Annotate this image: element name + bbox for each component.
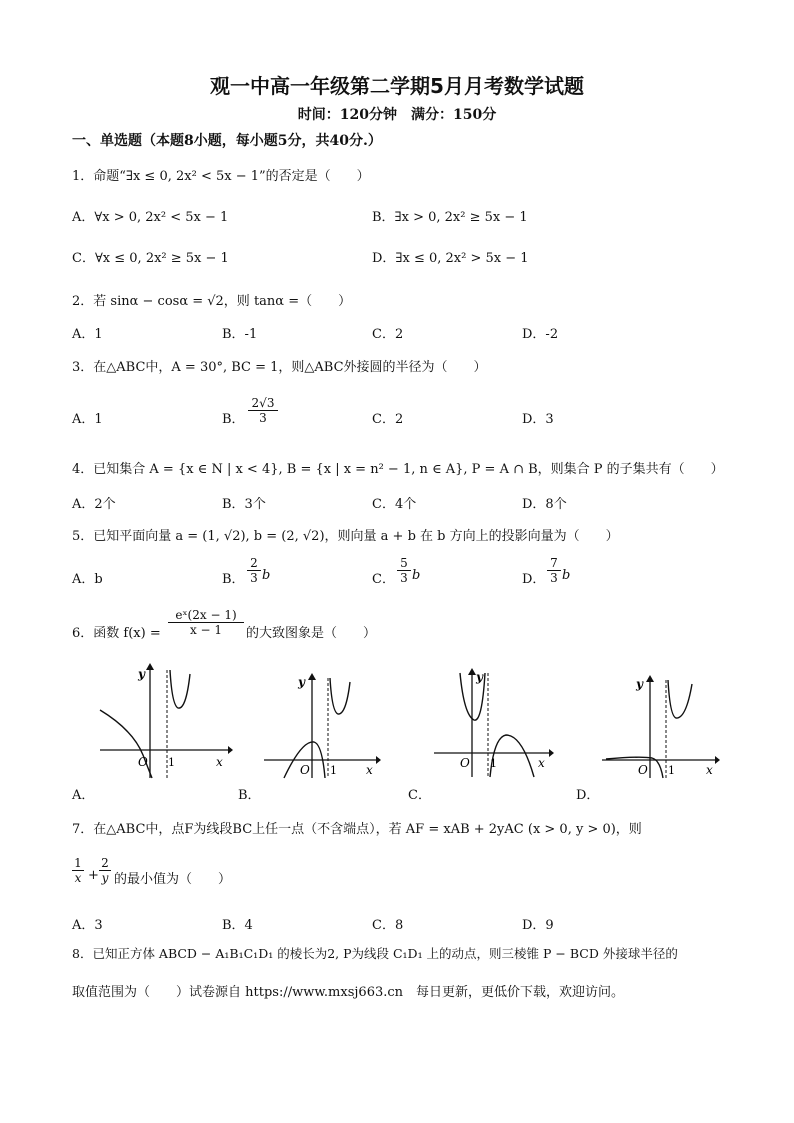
question-1-stem: 1．命题“∃x ≤ 0, 2x² < 5x − 1”的否定是（ ）: [72, 169, 370, 184]
question-5-option-c-var: b: [412, 568, 421, 583]
x-axis-arrow: [376, 756, 381, 764]
question-5-option-d-var: b: [562, 568, 571, 583]
fraction-denominator: 3: [400, 571, 408, 585]
page-title: 观一中高一年级第二学期5月月考数学试题: [210, 74, 584, 98]
question-4-stem: 4．已知集合 A = {x ∈ N | x < 4}, B = {x | x = n² − 1, n ∈ A}, P = A ∩ B，则集合 P 的子集共有（ ）: [72, 462, 724, 477]
question-1-option-a: A．∀x > 0, 2x² < 5x − 1: [72, 210, 229, 225]
graph-c: [432, 665, 557, 780]
question-4-option-a: A．2个: [72, 497, 116, 512]
question-5-option-b-frac: [247, 556, 261, 585]
fraction-numerator: 2: [99, 856, 111, 871]
question-5-option-b-label: B．: [222, 572, 245, 587]
question-3-option-c: C．2: [372, 412, 404, 427]
graph-b: [262, 670, 382, 780]
x-label: x: [366, 763, 373, 777]
question-5-option-d-frac: [547, 556, 561, 585]
question-7-option-a: A．3: [72, 918, 103, 933]
question-6-stem-post: 的大致图象是（ ）: [246, 626, 377, 641]
question-3-stem: 3．在△ABC中，A = 30°, BC = 1，则△ABC外接圆的半径为（ ）: [72, 360, 487, 375]
question-7-option-c: C．8: [372, 918, 404, 933]
question-2-option-a: A．1: [72, 327, 103, 342]
fraction-denominator: x: [74, 871, 82, 885]
origin-label: O: [300, 763, 310, 777]
question-2-option-c: C．2: [372, 327, 404, 342]
question-4-option-d: D．8个: [522, 497, 567, 512]
tick-label: 1: [490, 757, 497, 770]
curve-right: [668, 680, 692, 718]
x-label: x: [538, 756, 545, 770]
y-label: y: [298, 675, 305, 689]
origin-label: O: [638, 763, 648, 777]
fraction-denominator: y: [101, 871, 109, 885]
graph-a: [98, 660, 233, 780]
question-3-option-d: D．3: [522, 412, 554, 427]
x-axis-arrow: [715, 756, 720, 764]
question-8-line2: 取值范围为（ ）试卷源自 https://www.mxsj663.cn 每日更新，更低价下载，欢迎访问。: [72, 985, 625, 1000]
y-label: y: [138, 667, 145, 681]
fraction-numerator: 2: [247, 556, 261, 571]
question-5-option-a: A．b: [72, 572, 103, 587]
question-6-option-a: A．: [72, 788, 95, 803]
question-5-option-b-var: b: [262, 568, 271, 583]
question-2-stem: 2．若 sinα − cosα = √2，则 tanα =（ ）: [72, 294, 352, 309]
curve-right: [490, 735, 534, 777]
fraction-numerator: 7: [547, 556, 561, 571]
graph-d: [600, 672, 725, 780]
fraction-denominator: 3: [250, 571, 258, 585]
x-axis-arrow: [228, 746, 233, 754]
x-axis-arrow: [549, 749, 554, 757]
question-6-option-d: D．: [576, 788, 600, 803]
section-heading: 一、单选题（本题8小题，每小题5分，共40分.）: [72, 133, 382, 149]
y-label: y: [636, 677, 643, 691]
y-axis-arrow: [646, 675, 654, 682]
y-label: y: [476, 670, 483, 684]
fraction-denominator: 3: [550, 571, 558, 585]
question-6-option-c: C．: [408, 788, 431, 803]
question-1-option-b: B．∃x > 0, 2x² ≥ 5x − 1: [372, 210, 528, 225]
question-7-frac-1: [72, 856, 84, 885]
y-axis-arrow: [468, 668, 476, 675]
question-5-option-c-label: C．: [372, 572, 395, 587]
question-7-plus: +: [88, 868, 99, 883]
question-3-option-b-frac: [248, 396, 278, 425]
origin-label: O: [138, 755, 148, 769]
question-1-option-c: C．∀x ≤ 0, 2x² ≥ 5x − 1: [72, 251, 229, 266]
question-6-option-b: B．: [238, 788, 261, 803]
fraction-numerator: 5: [397, 556, 411, 571]
question-4-option-b: B．3个: [222, 497, 266, 512]
question-8-stem: 8．已知正方体 ABCD − A₁B₁C₁D₁ 的棱长为2, P为线段 C₁D₁ 上的动点，则三棱锥 P − BCD 外接球半径的: [72, 946, 678, 961]
question-3-option-b-label: B．: [222, 412, 245, 427]
curve-right: [330, 678, 350, 714]
question-7-option-b: B．4: [222, 918, 253, 933]
question-5-stem: 5．已知平面向量 a = (1, √2), b = (2, √2)，则向量 a + b 在 b 方向上的投影向量为（ ）: [72, 529, 619, 544]
exam-info: 时间：120分钟 满分：150分: [297, 107, 497, 123]
fraction-numerator: 1: [72, 856, 84, 871]
question-1-option-d: D．∃x ≤ 0, 2x² > 5x − 1: [372, 251, 529, 266]
x-label: x: [706, 763, 713, 777]
fraction-denominator: x − 1: [189, 623, 223, 637]
question-2-option-d: D．-2: [522, 327, 559, 342]
question-3-option-a: A．1: [72, 412, 103, 427]
fraction-numerator: eˣ(2x − 1): [168, 608, 244, 623]
tick-label: 1: [168, 756, 175, 769]
tick-label: 1: [668, 764, 675, 777]
question-6-stem-pre: 6．函数 f(x) =: [72, 626, 161, 641]
question-7-frac-2: [99, 856, 111, 885]
question-4-option-c: C．4个: [372, 497, 417, 512]
origin-label: O: [460, 756, 470, 770]
question-7-stem-post: 的最小值为（ ）: [114, 872, 232, 887]
curve-right: [170, 670, 190, 708]
question-5-option-d-label: D．: [522, 572, 546, 587]
y-axis-arrow: [146, 663, 154, 670]
fraction-numerator: 2√3: [248, 396, 278, 411]
fraction-denominator: 3: [259, 411, 267, 425]
question-7-stem: 7．在△ABC中，点F为线段BC上任一点（不含端点），若 AF = xAB + 2yAC (x > 0, y > 0)，则: [72, 822, 642, 837]
question-7-option-d: D．9: [522, 918, 554, 933]
question-2-option-b: B．-1: [222, 327, 258, 342]
y-axis-arrow: [308, 673, 316, 680]
x-label: x: [216, 755, 223, 769]
tick-label: 1: [330, 764, 337, 777]
question-6-fraction: [168, 608, 244, 637]
question-5-option-c-frac: [397, 556, 411, 585]
